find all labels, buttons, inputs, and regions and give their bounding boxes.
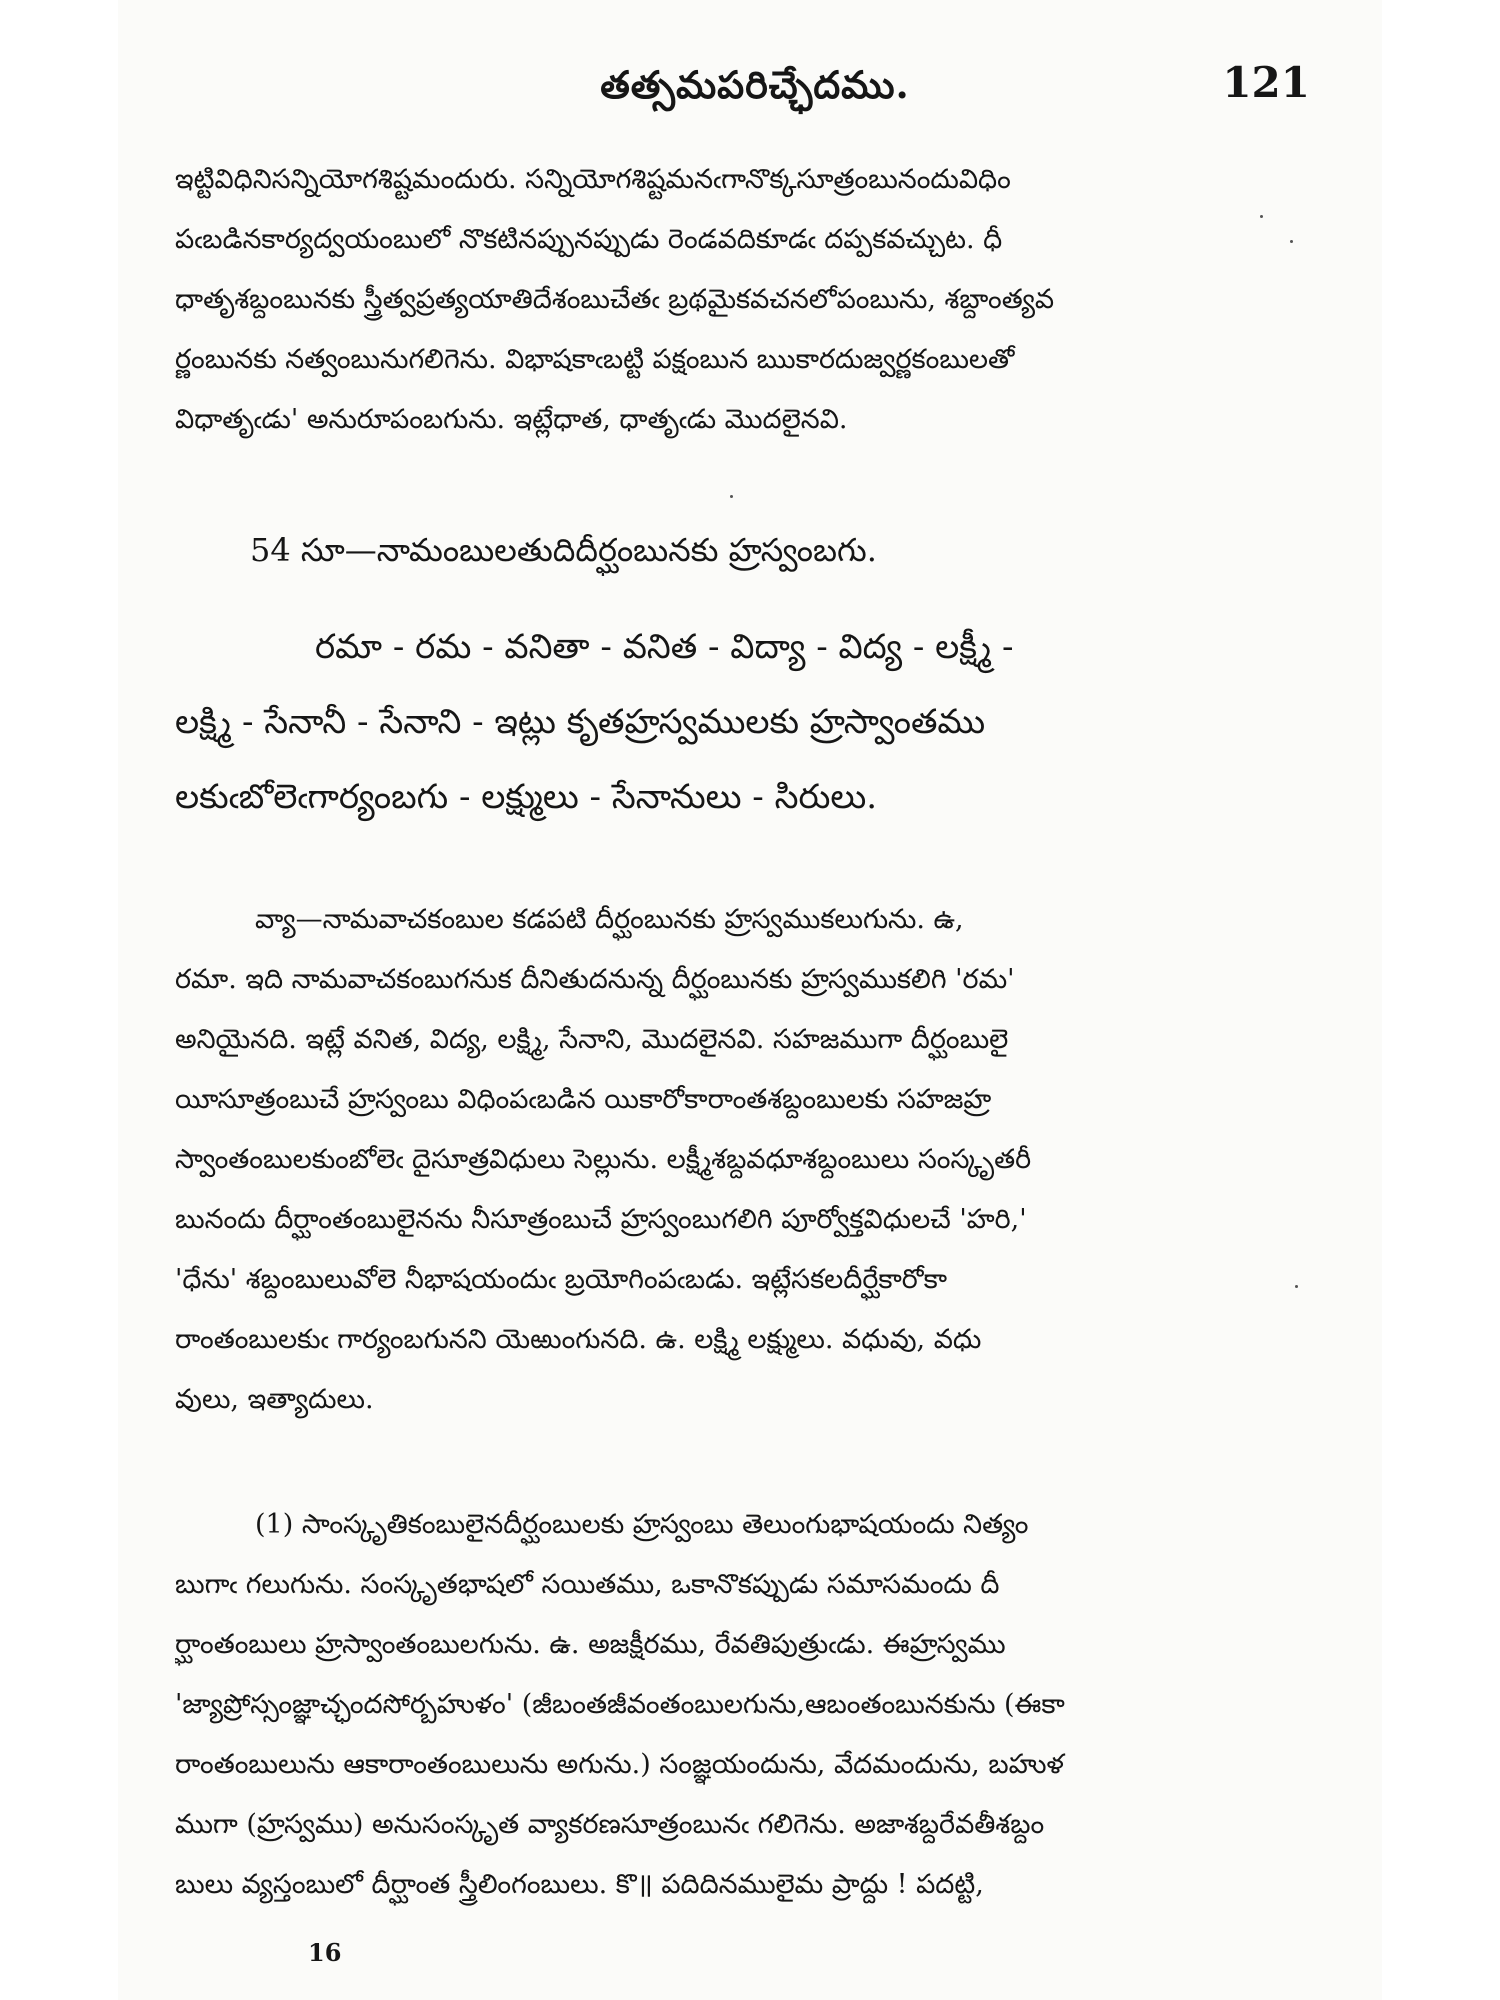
print-speck xyxy=(1290,240,1293,243)
sutra-heading: 54 సూ—నామంబులతుదిదీర్ఘంబునకు హ్రస్వంబగు. xyxy=(250,531,877,569)
text-line: ధాతృశబ్దంబునకు స్త్రీత్వప్రత్యయాతిదేశంబుచేతఁ బ్రథమైకవచనలోపంబును, శబ్దాంత్యవ xyxy=(175,284,1055,315)
page-header xyxy=(205,58,1310,128)
text-line: (1) సాంస్కృతికంబులైనదీర్ఘంబులకు హ్రస్వంబు తెలుంగుభాషయందు నిత్యం xyxy=(255,1509,1029,1540)
text-line: ర్ఘాంతంబులు హ్రస్వాంతంబులగును. ఉ. అజక్షీరము, రేవతిపుత్రుఁడు. ఈహ్రస్వము xyxy=(175,1629,1006,1660)
print-speck xyxy=(1260,215,1263,218)
example-line: లకుఁబోలెఁగార్యంబగు - లక్ష్ములు - సేనానులు - సిరులు. xyxy=(175,777,878,817)
text-line: 'జ్యాప్రోస్సంజ్ఞాచ్ఛందసోర్బహుళం' (జీబంతజీవంతంబులగును,ఆబంతంబునకును (ఈకా xyxy=(175,1689,1065,1720)
text-line: బునందు దీర్ఘాంతంబులైనను నీసూత్రంబుచే హ్రస్వంబుగలిగి పూర్వోక్తవిధులచే 'హరి,' xyxy=(175,1204,1027,1235)
text-line: పఁబడినకార్యద్వయంబులో నొకటినప్పునప్పుడు రెండవదికూడఁ దప్పకవచ్చుట. ధీ xyxy=(175,224,1003,255)
text-line: బుగాఁ గలుగును. సంస్కృతభాషలో సయితము, ఒకానొకప్పుడు సమాసమందు దీ xyxy=(175,1569,1000,1600)
text-line: అనియైనది. ఇట్లే వనిత, విద్య, లక్ష్మి, సేనాని, మొదలైనవి. సహజముగా దీర్ఘంబులై xyxy=(175,1024,1009,1055)
example-line: రమా - రమ - వనితా - వనిత - విద్యా - విద్య - లక్ష్మీ - xyxy=(315,627,1014,667)
footnote xyxy=(175,1495,1305,1915)
text-line: రాంతంబులకుఁ గార్యంబగునని యెఱుంగునది. ఉ. లక్ష్మి లక్ష్ములు. వధువు, వధు xyxy=(175,1324,982,1355)
text-line: ముగా (హ్రస్వము) అనుసంస్కృత వ్యాకరణసూత్రంబునఁ గలిగెను. అజాశబ్దరేవతీశబ్దం xyxy=(175,1809,1045,1840)
text-line: బులు వ్యస్తంబులో దీర్ఘాంత స్త్రీలింగంబులు. కొ॥ పదిదినములైమ ప్రాద్దు ! పదట్టి, xyxy=(175,1869,984,1900)
text-line: రమా. ఇది నామవాచకంబుగనుక దీనితుదనున్న దీర్ఘంబునకు హ్రస్వముకలిగి 'రమ' xyxy=(175,964,1015,995)
text-line: ఇట్టివిధినిసన్నియోగశిష్టమందురు. సన్నియోగశిష్టమనఁగానొక్కసూత్రంబునందువిధిం xyxy=(175,164,1011,195)
text-line: వ్యా—నామవాచకంబుల కడపటి దీర్ఘంబునకు హ్రస్వముకలుగును. ఉ, xyxy=(255,904,964,935)
page-number: 121 xyxy=(1222,58,1310,107)
scan-margin-right xyxy=(1382,0,1500,2000)
signature-mark: 16 xyxy=(308,1938,342,1967)
text-line: 'ధేను' శబ్దంబులువోలె నీభాషయందుఁ బ్రయోగింపఁబడు. ఇట్లేసకలదీర్ఘేకారోకా xyxy=(175,1264,948,1295)
text-line: ర్ణంబునకు నత్వంబునుగలిగెను. విభాషకాఁబట్టి పక్షంబున ఋకారదుజ్వర్ణకంబులతో xyxy=(175,344,1015,375)
text-line: విధాతృఁడు' అనురూపంబగును. ఇట్లేధాత, ధాతృఁడు మొదలైనవి. xyxy=(175,404,848,435)
paragraph-1 xyxy=(175,150,1305,450)
running-title: తత్సమపరిచ్ఛేదము. xyxy=(600,62,910,107)
print-speck xyxy=(730,495,733,498)
scan-margin-left xyxy=(0,0,118,2000)
examples-block xyxy=(175,610,1305,835)
vyakhya-commentary xyxy=(175,890,1305,1430)
print-speck xyxy=(1295,1285,1298,1288)
text-line: యీసూత్రంబుచే హ్రస్వంబు విధింపఁబడిన యికారోకారాంతశబ్దంబులకు సహజహ్ర xyxy=(175,1084,992,1115)
text-line: స్వాంతంబులకుంబోలెఁ దైసూత్రవిధులు సెల్లును. లక్ష్మీశబ్దవధూశబ్దంబులు సంస్కృతరీ xyxy=(175,1144,1032,1175)
text-line: వులు, ఇత్యాదులు. xyxy=(175,1384,374,1415)
example-line: లక్ష్మి - సేనానీ - సేనాని - ఇట్లు కృతహ్రస్వములకు హ్రస్వాంతము xyxy=(175,702,986,742)
text-line: రాంతంబులును ఆకారాంతంబులును అగును.) సంజ్ఞయందును, వేదమందును, బహుళ xyxy=(175,1749,1064,1780)
